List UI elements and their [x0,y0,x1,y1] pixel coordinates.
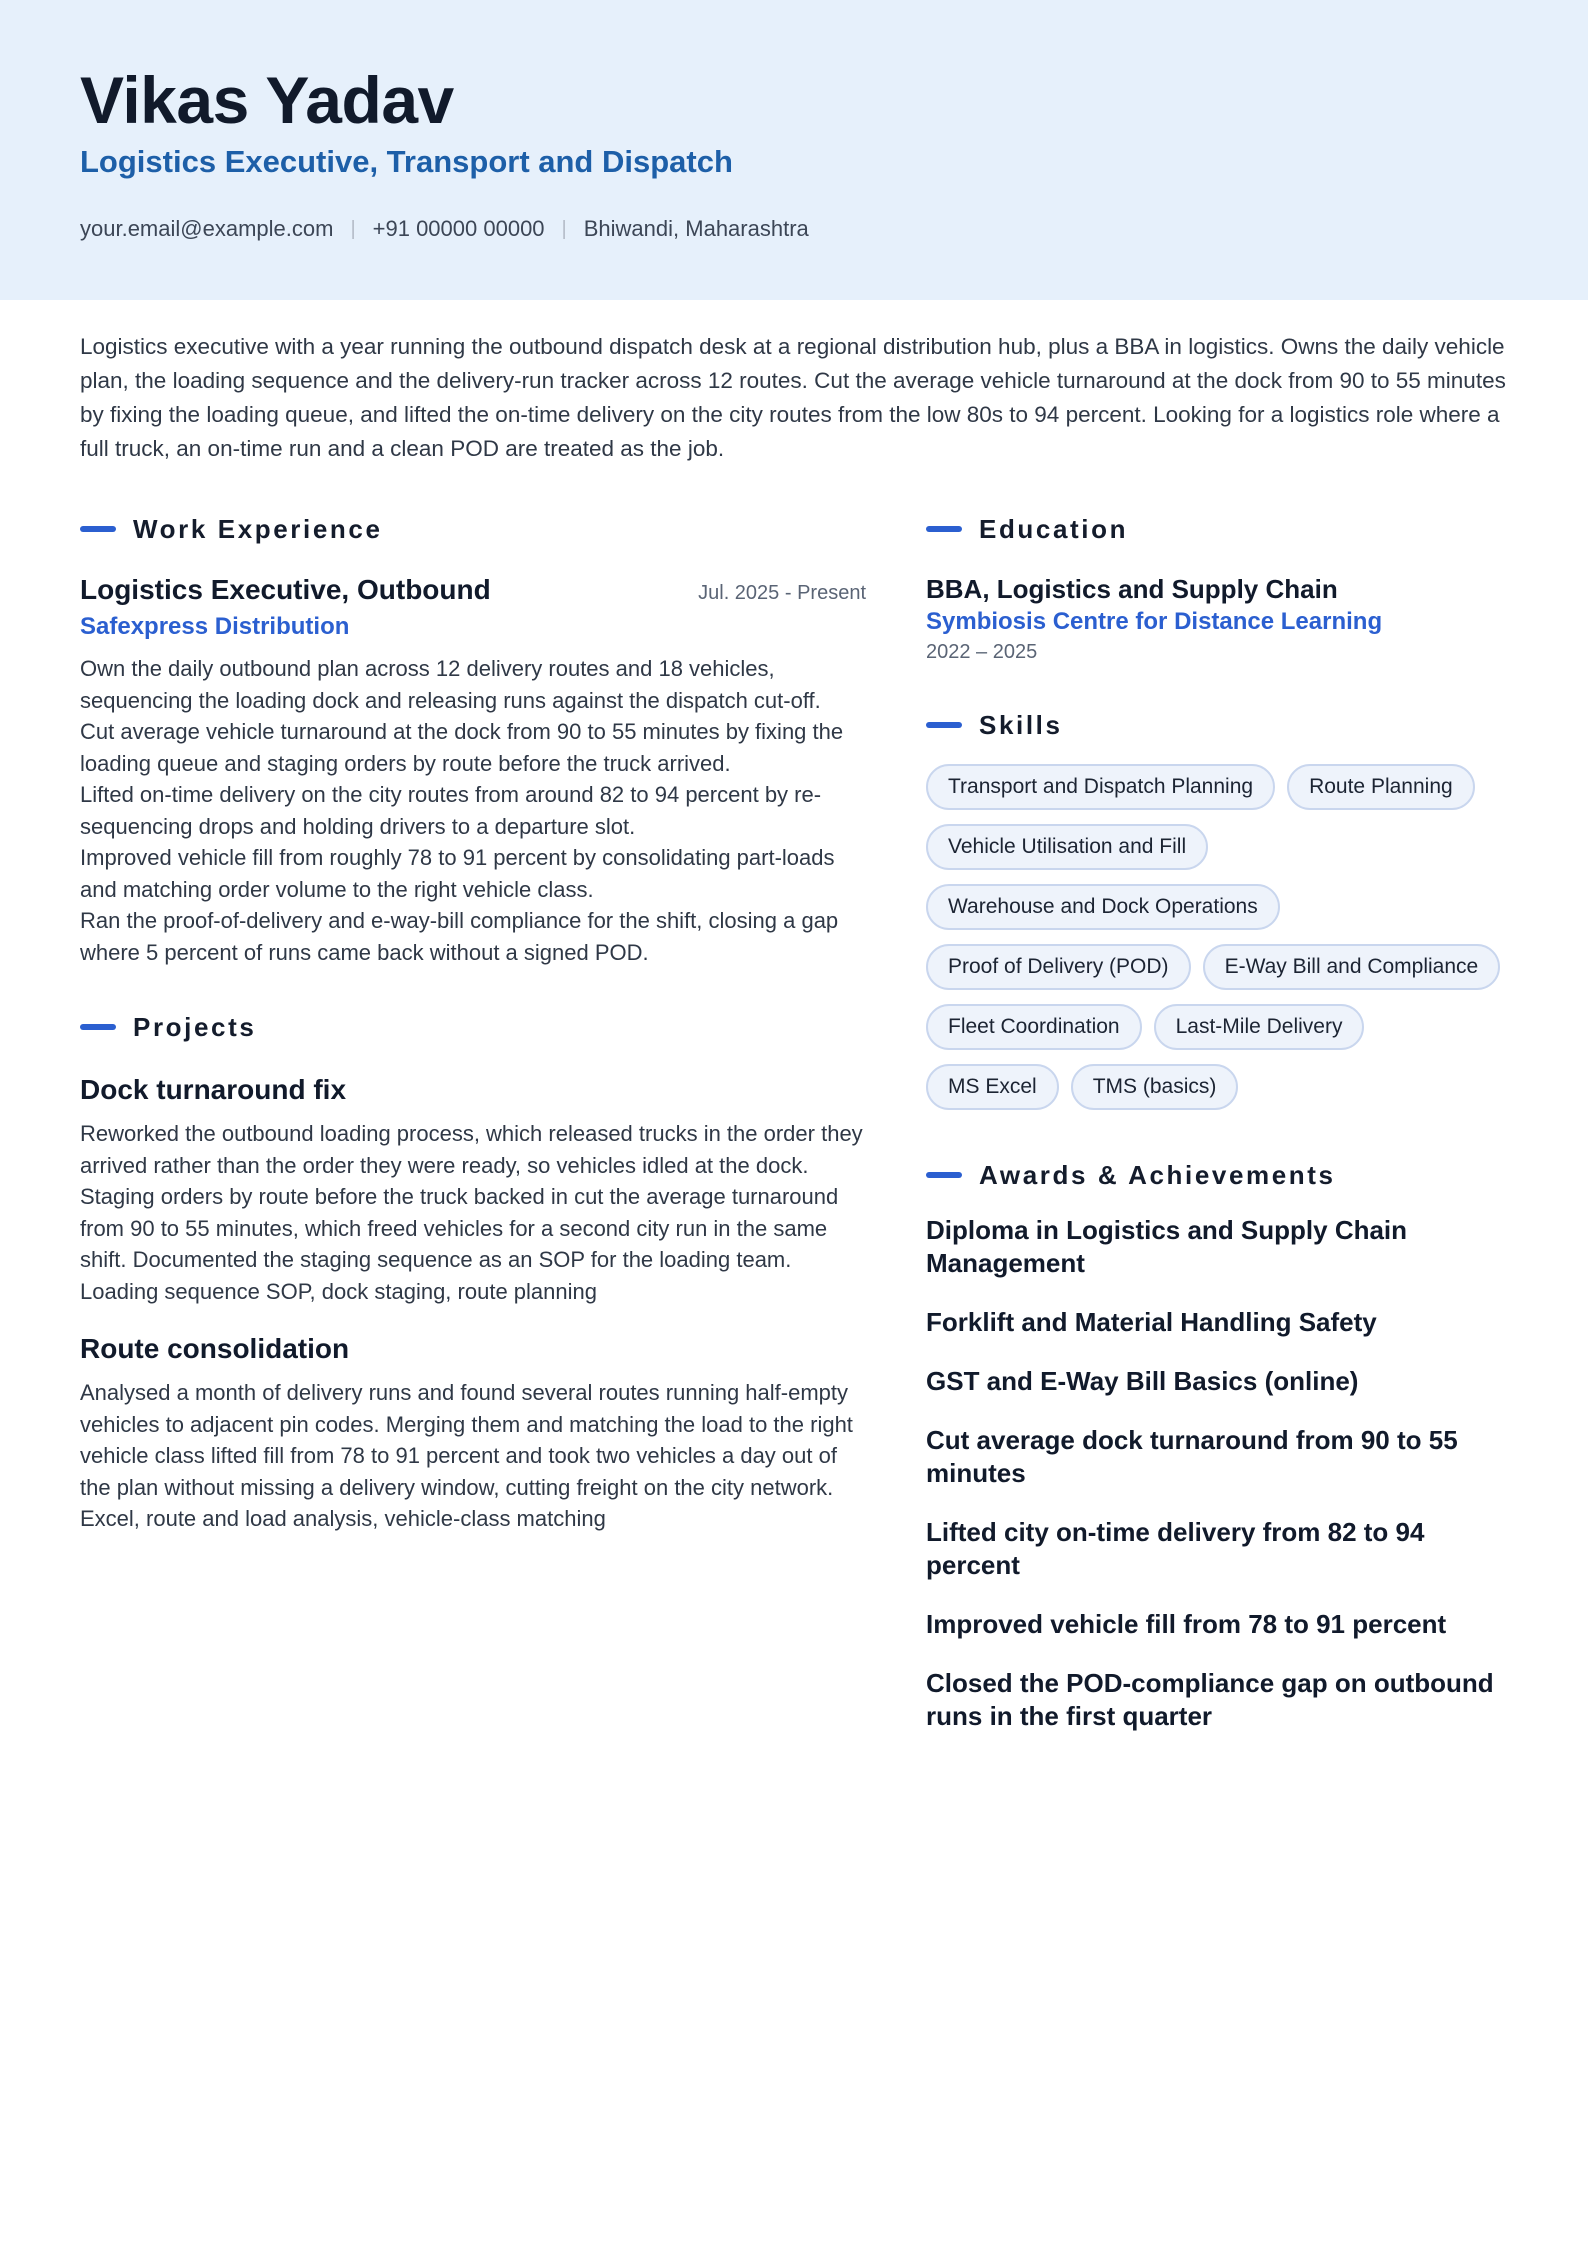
section-title: Work Experience [133,513,383,544]
skill-chip: E-Way Bill and Compliance [1203,944,1501,990]
skills-list [926,764,1508,1110]
job-bullets [80,653,866,968]
section-title: Skills [979,709,1063,740]
summary-paragraph: Logistics executive with a year running the outbound dispatch desk at a regional distribution hub, plus a BBA in logistics. Owns the daily vehicle plan, the loading sequence and the delivery-run tracker across 12 routes. Cut the average vehicle turnaround at the dock from 90 to 55 minutes by fixing the loading queue, and lifted the on-time delivery on the city routes from the low 80s to 94 percent. Looking for a logistics role where a full truck, an on-time run and a clean POD are treated as the job. [80,334,1506,461]
contact-email: your.email@example.com [80,216,334,241]
section-heading-experience [80,508,866,550]
skill-chip: Route Planning [1287,764,1475,810]
skill-chip: Proof of Delivery (POD) [926,944,1191,990]
job-date: Jul. 2025 - Present [698,582,866,604]
contact-separator: | [561,218,567,240]
project-tags: Excel, route and load analysis, vehicle-class matching [80,1506,606,1531]
job-company: Safexpress Distribution [80,613,350,640]
job-title: Logistics Executive, Outbound [80,574,491,605]
project-title: Dock turnaround fix [80,1074,347,1105]
award-item: Cut average dock turnaround from 90 to 55 minutes [926,1425,1458,1488]
job-bullet: Ran the proof-of-delivery and e-way-bill compliance for the shift, closing a gap where 5 percent of runs came back without a signed POD. [80,908,839,965]
section-heading-education [926,508,1508,550]
award-item: GST and E-Way Bill Basics (online) [926,1366,1359,1396]
contact-location: Bhiwandi, Maharashtra [583,216,809,241]
skill-chip: Last-Mile Delivery [1154,1004,1365,1050]
award-item: Lifted city on-time delivery from 82 to 94 percent [926,1517,1425,1580]
section-title: Projects [133,1011,257,1042]
award-item: Closed the POD-compliance gap on outbound runs in the first quarter [926,1668,1494,1731]
project-entry [80,1331,866,1535]
section-heading-skills [926,704,1508,746]
skill-chip: MS Excel [926,1064,1059,1110]
section-heading-projects [80,1006,866,1048]
contact-line [80,214,809,244]
education-school: Symbiosis Centre for Distance Learning [926,608,1383,635]
job-bullet: Own the daily outbound plan across 12 delivery routes and 18 vehicles, sequencing the loading dock and releasing runs against the dispatch cut-off. [80,656,821,713]
contact-phone: +91 00000 00000 [372,216,545,241]
project-description: Analysed a month of delivery runs and found several routes running half-empty vehicles to adjacent pin codes. Merging them and matching the load to the right vehicle class lifted fill from 78 to 91 percent and took two vehicles a day out of the plan without missing a delivery window, cutting freight on the city network. [80,1380,853,1500]
header-band [0,0,1588,300]
right-column [926,508,1508,1759]
award-item: Forklift and Material Handling Safety [926,1307,1377,1337]
job-entry [80,572,866,968]
project-entry [80,1072,866,1307]
job-bullet: Cut average vehicle turnaround at the dock from 90 to 55 minutes by fixing the loading queue and staging orders by route before the truck arrived. [80,719,844,776]
skill-chip: Fleet Coordination [926,1004,1142,1050]
education-degree: BBA, Logistics and Supply Chain [926,574,1338,604]
section-accent-bar [926,1172,962,1178]
section-accent-bar [80,526,116,532]
job-bullet: Lifted on-time delivery on the city routes from around 82 to 94 percent by re-sequencing drops and holding drivers to a departure slot. [80,782,822,839]
skill-chip: Transport and Dispatch Planning [926,764,1275,810]
section-accent-bar [80,1024,116,1030]
section-accent-bar [926,722,962,728]
skill-chip: Warehouse and Dock Operations [926,884,1280,930]
skill-chip: TMS (basics) [1071,1064,1239,1110]
awards-list [926,1214,1508,1733]
section-heading-awards [926,1154,1508,1196]
project-title: Route consolidation [80,1333,350,1364]
education-years: 2022 – 2025 [926,641,1038,663]
candidate-role: Logistics Executive, Transport and Dispatch [80,144,733,179]
section-title: Education [979,513,1129,544]
job-bullet: Improved vehicle fill from roughly 78 to 91 percent by consolidating part-loads and matching order volume to the right vehicle class. [80,845,835,902]
left-column [80,508,866,1535]
section-title: Awards & Achievements [979,1159,1336,1190]
job-header [80,572,866,611]
award-item: Diploma in Logistics and Supply Chain Management [926,1215,1408,1278]
project-tags: Loading sequence SOP, dock staging, route planning [80,1278,597,1304]
section-accent-bar [926,526,962,532]
contact-separator: | [350,218,356,240]
project-description: Reworked the outbound loading process, which released trucks in the order they arrived rather than the order they were ready, so vehicles idled at the dock. Staging orders by route before the truck backed in cut the average turnaround from 90 to 55 minutes, which freed vehicles for a second city run in the same shift. Documented the staging sequence as an SOP for the loading team. [80,1121,863,1272]
skill-chip: Vehicle Utilisation and Fill [926,824,1208,870]
award-item: Improved vehicle fill from 78 to 91 percent [926,1609,1447,1639]
candidate-name: Vikas Yadav [80,63,454,137]
